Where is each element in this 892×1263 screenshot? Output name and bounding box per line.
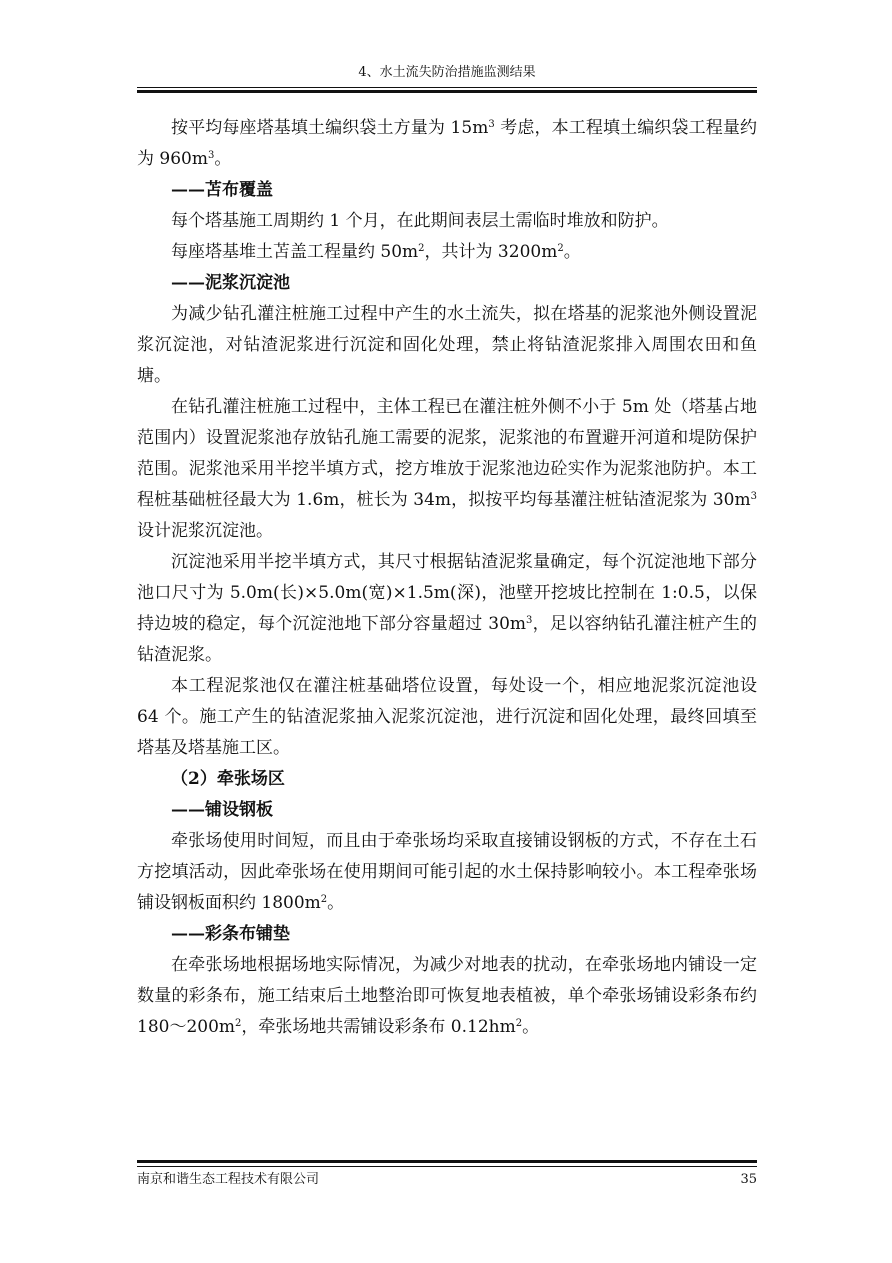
paragraph-bag-volume — [137, 113, 757, 175]
text-run: ，共计为 3200m — [424, 242, 558, 262]
text-run: 考虑，本工程填土编织袋工程量约为 960m — [137, 118, 758, 169]
text-run: 。 — [327, 893, 345, 913]
paragraph-mud-pool-design — [137, 392, 757, 547]
superscript: 2 — [515, 1018, 523, 1029]
page-number: 35 — [740, 1172, 757, 1187]
superscript: 3 — [488, 119, 495, 130]
superscript: 3 — [207, 150, 215, 161]
paragraph-steel-plate — [137, 826, 757, 919]
paragraph-mud-purpose: 为减少钻孔灌注桩施工过程中产生的水土流失，拟在塔基的泥浆池外侧设置泥浆沉淀池，对钻渣泥浆进行沉淀和固化处理，禁止将钻渣泥浆排入周围农田和鱼塘。 — [137, 304, 757, 386]
text-run: 。 — [214, 149, 232, 169]
superscript: 3 — [750, 491, 757, 502]
footer-rule-thick — [137, 1160, 757, 1163]
text-run: ，足以容纳钻孔灌注桩产生的钻渣泥浆。 — [137, 614, 758, 665]
superscript: 3 — [526, 615, 533, 626]
text-run: 设计泥浆沉淀池。 — [137, 521, 273, 541]
heading-color-cloth: ——彩条布铺垫 — [171, 924, 290, 944]
text-run: 沉淀池采用半挖半填方式，其尺寸根据钻渣泥浆量确定，每个沉淀池地下部分池口尺寸为 5.0m(长)×5.0m(宽)×1.5m(深)，池壁开挖坡比控制在 1:0.5，以保持边坡的稳定，每个沉淀池地下部分容量超过 30m — [137, 552, 757, 634]
paragraph-tarp-volume — [137, 237, 757, 268]
text-run: 在牵张场地根据场地实际情况，为减少对地表的扰动，在牵张场地内铺设一定数量的彩条布，施工结束后土地整治即可恢复地表植被，单个牵张场铺设彩条布约 180～200m — [137, 955, 757, 1037]
heading-mud-settling-pond: ——泥浆沉淀池 — [171, 273, 290, 293]
document-body — [137, 113, 757, 1043]
paragraph-color-cloth — [137, 950, 757, 1043]
text-run: 。 — [522, 1017, 540, 1037]
paragraph-tower-period: 每个塔基施工周期约 1 个月，在此期间表层土需临时堆放和防护。 — [171, 211, 669, 231]
text-run: 在钻孔灌注桩施工过程中，主体工程已在灌注桩外侧不小于 5m 处（塔基占地范围内）设置泥浆池存放钻孔施工需要的泥浆，泥浆池的布置避开河道和堤防保护范围。泥浆池采用半挖半填方式，挖方堆放于泥浆池边砼实作为泥浆池防护。本工程桩基础桩径最大为 1.6m，桩长为 34m，拟按平均每基灌注桩钻渣泥浆为 30m — [137, 397, 757, 510]
superscript: 2 — [557, 243, 564, 254]
header-rule-thick — [137, 90, 757, 93]
heading-tarp-cover: ——苫布覆盖 — [171, 180, 273, 200]
page-header-title: 4、水土流失防治措施监测结果 — [358, 65, 536, 80]
text-run: 每座塔基堆土苫盖工程量约 50m — [171, 242, 419, 262]
paragraph-settling-count: 本工程泥浆池仅在灌注桩基础塔位设置，每处设一个，相应地泥浆沉淀池设 64 个。施工产生的钻渣泥浆抽入泥浆沉淀池，进行沉淀和固化处理，最终回填至塔基及塔基施工区。 — [137, 676, 757, 758]
paragraph-settling-size — [137, 547, 757, 671]
footer-company: 南京和谐生态工程技术有限公司 — [137, 1172, 320, 1187]
superscript: 2 — [235, 1018, 242, 1029]
superscript: 2 — [320, 894, 328, 905]
text-run: 按平均每座塔基填土编织袋土方量为 15m — [171, 118, 489, 138]
superscript: 2 — [418, 243, 425, 254]
text-run: 牵张场使用时间短，而且由于牵张场均采取直接铺设钢板的方式，不存在土石方挖填活动，因此牵张场在使用期间可能引起的水土保持影响较小。本工程牵张场铺设钢板面积约 1800m — [137, 831, 757, 913]
footer-rule-thin — [137, 1166, 757, 1167]
heading-steel-plate: ——铺设钢板 — [171, 800, 273, 820]
heading-tension-site: （2）牵张场区 — [171, 769, 285, 789]
text-run: 。 — [563, 242, 581, 262]
header-rule-thin — [137, 87, 757, 88]
text-run: ，牵张场地共需铺设彩条布 0.12hm — [241, 1017, 516, 1037]
